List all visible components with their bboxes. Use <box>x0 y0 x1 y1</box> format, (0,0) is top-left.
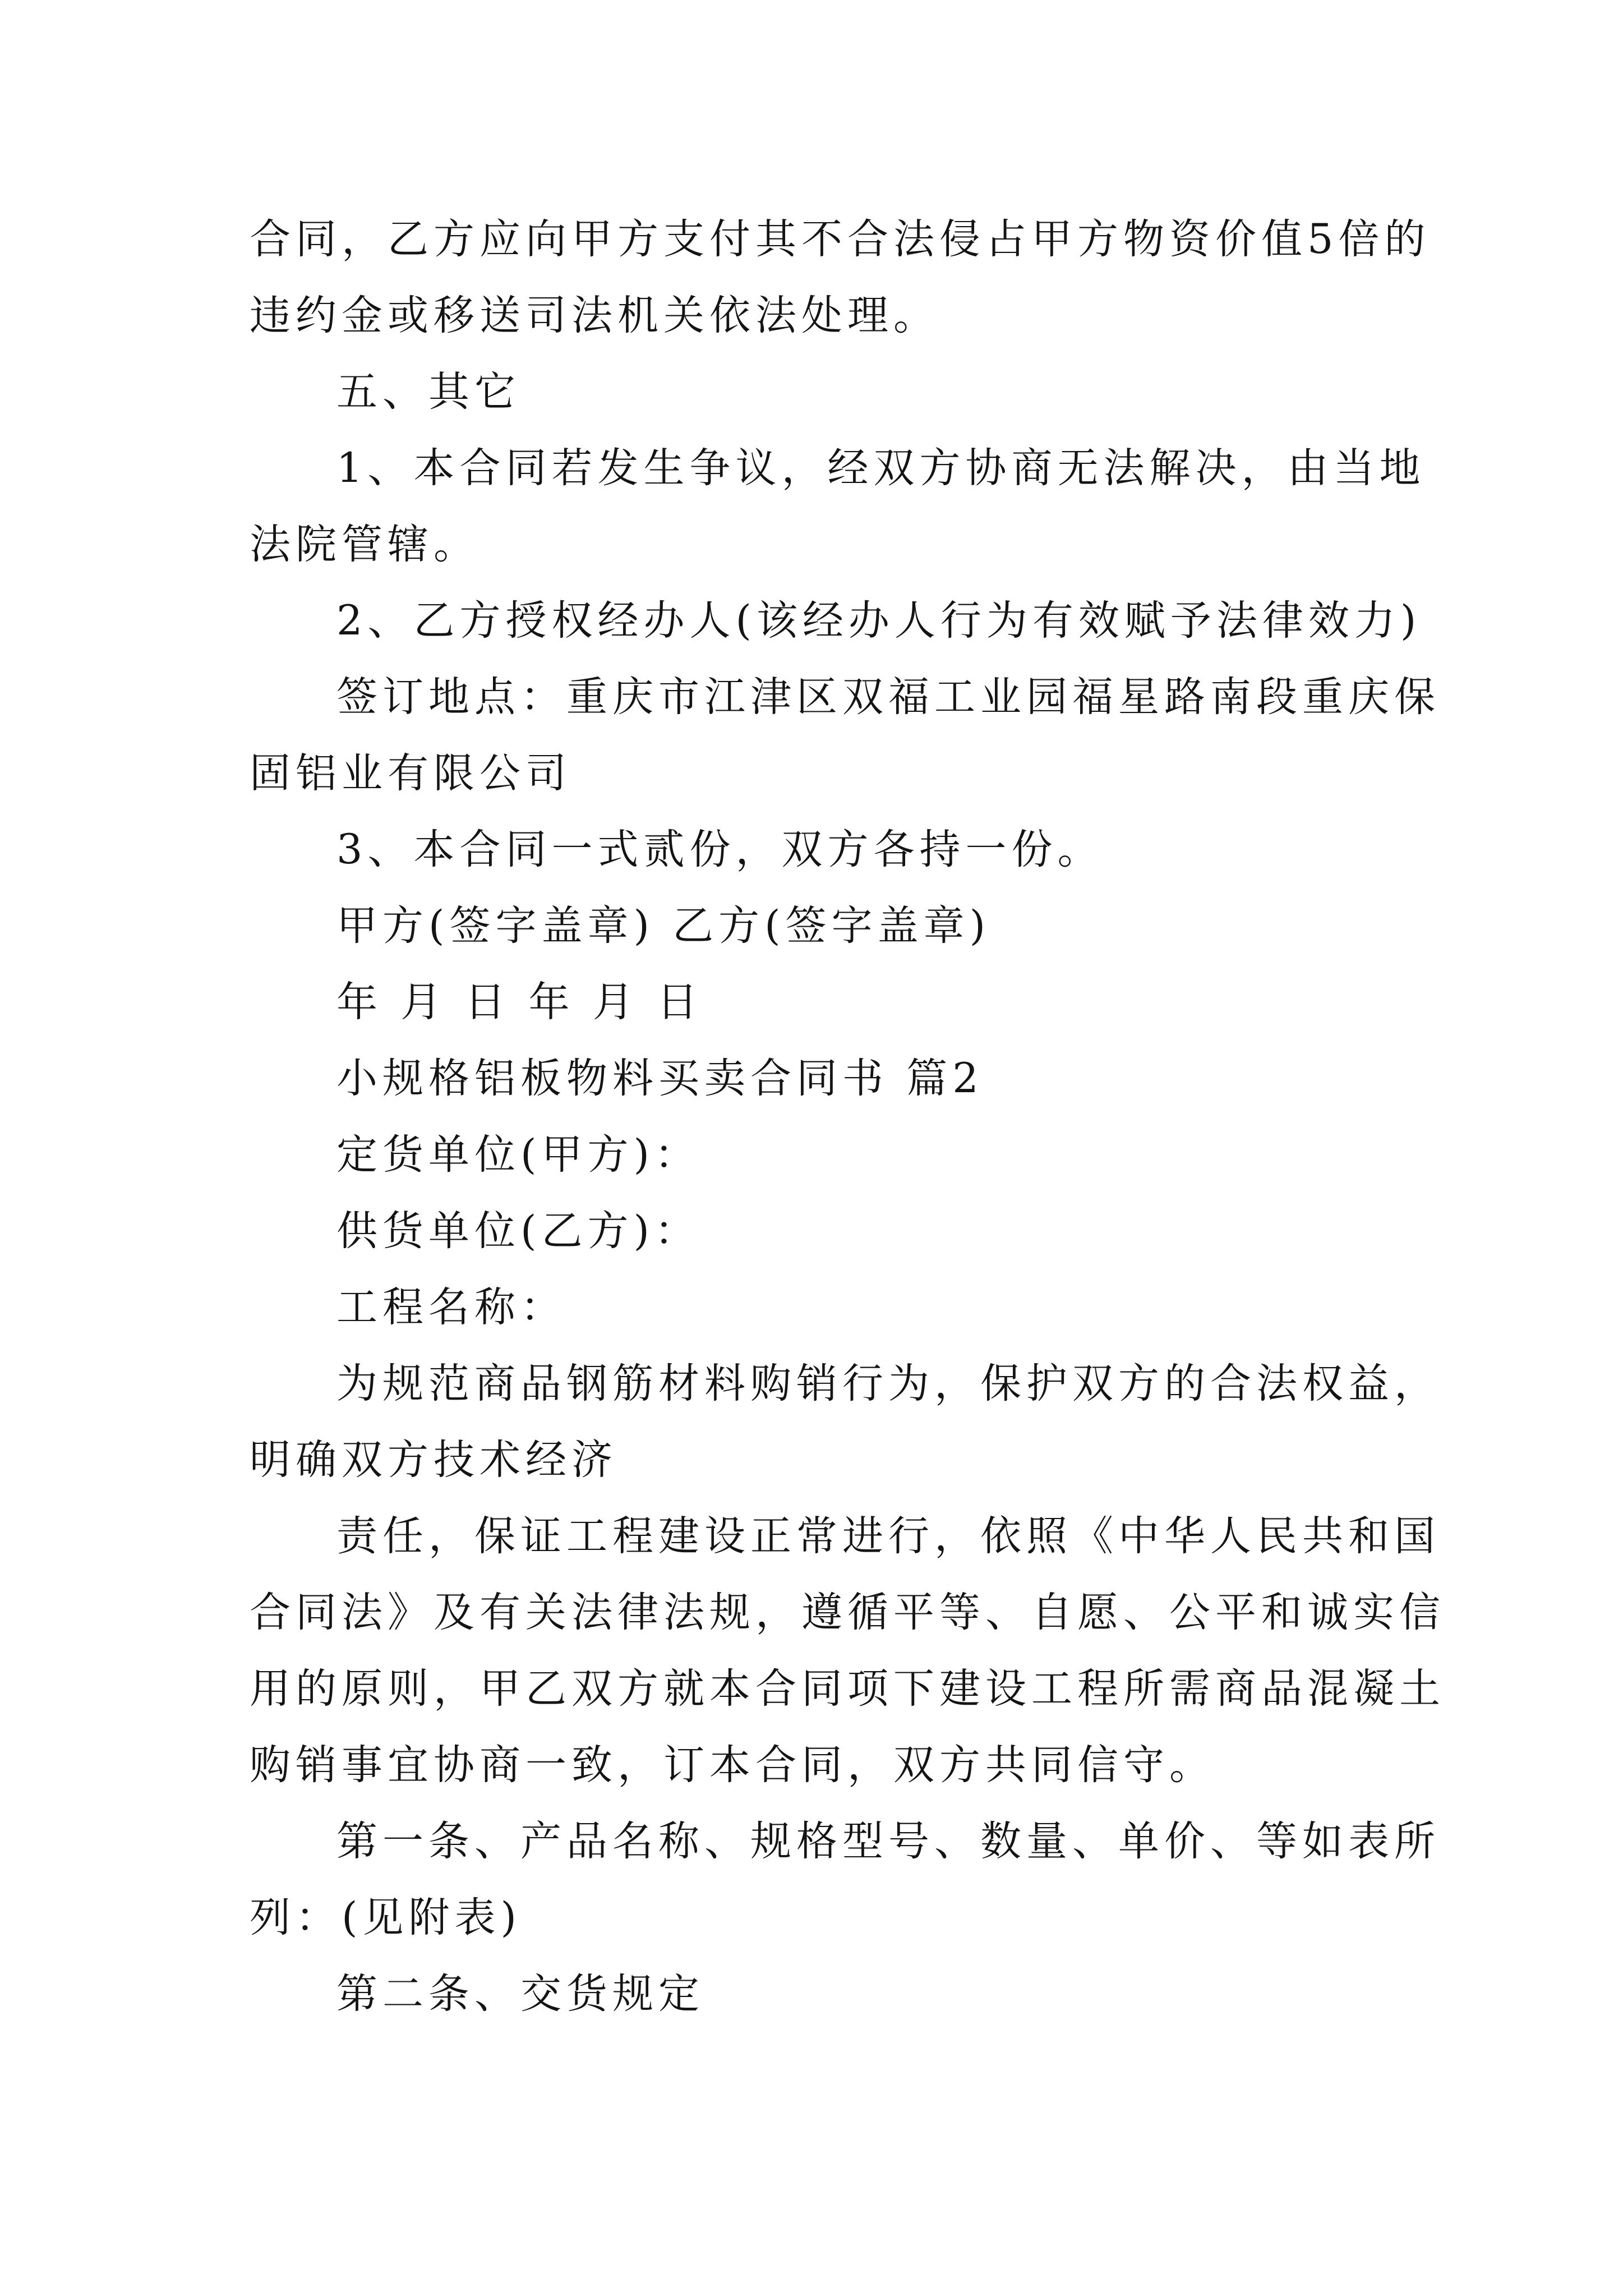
text-line: 合同，乙方应向甲方支付其不合法侵占甲方物资价值5倍的 <box>250 215 1431 263</box>
text-line: 2、乙方授权经办人(该经办人行为有效赋予法律效力) <box>336 597 1422 645</box>
text-line: 供货单位(乙方)： <box>336 1207 700 1255</box>
text-line: 法院管辖。 <box>250 521 479 568</box>
text-line: 明确双方技术经济 <box>250 1436 617 1484</box>
text-line: 用的原则，甲乙双方就本合同项下建设工程所需商品混凝土 <box>250 1665 1445 1713</box>
section-heading: 五、其它 <box>336 368 520 416</box>
text-line: 为规范商品钢筋材料购销行为，保护双方的合法权益， <box>336 1360 1440 1407</box>
text-line: 违约金或移送司法机关依法处理。 <box>250 292 939 339</box>
text-line: 定货单位(甲方)： <box>336 1131 700 1179</box>
text-line: 固铝业有限公司 <box>250 749 571 797</box>
text-line: 购销事宜协商一致，订本合同，双方共同信守。 <box>250 1741 1215 1789</box>
text-line: 1、本合同若发生争议，经双方协商无法解决，由当地 <box>336 444 1426 492</box>
text-line: 工程名称： <box>336 1283 566 1331</box>
text-line: 3、本合同一式贰份，双方各持一份。 <box>336 826 1104 873</box>
text-line: 签订地点：重庆市江津区双福工业园福星路南段重庆保 <box>336 673 1440 721</box>
text-line: 合同法》及有关法律法规，遵循平等、自愿、公平和诚实信 <box>250 1589 1445 1636</box>
contract-title: 小规格铝板物料买卖合同书 篇2 <box>336 1055 984 1102</box>
section-heading: 第二条、交货规定 <box>336 1970 704 2018</box>
text-line: 第一条、产品名称、规格型号、数量、单价、等如表所 <box>336 1818 1440 1865</box>
signature-line: 甲方(签字盖章) 乙方(签字盖章) <box>336 902 991 950</box>
text-line: 责任，保证工程建设正常进行，依照《中华人民共和国 <box>336 1512 1440 1560</box>
date-line: 年 月 日 年 月 日 <box>336 978 703 1026</box>
text-line: 列：(见附表) <box>250 1894 522 1941</box>
